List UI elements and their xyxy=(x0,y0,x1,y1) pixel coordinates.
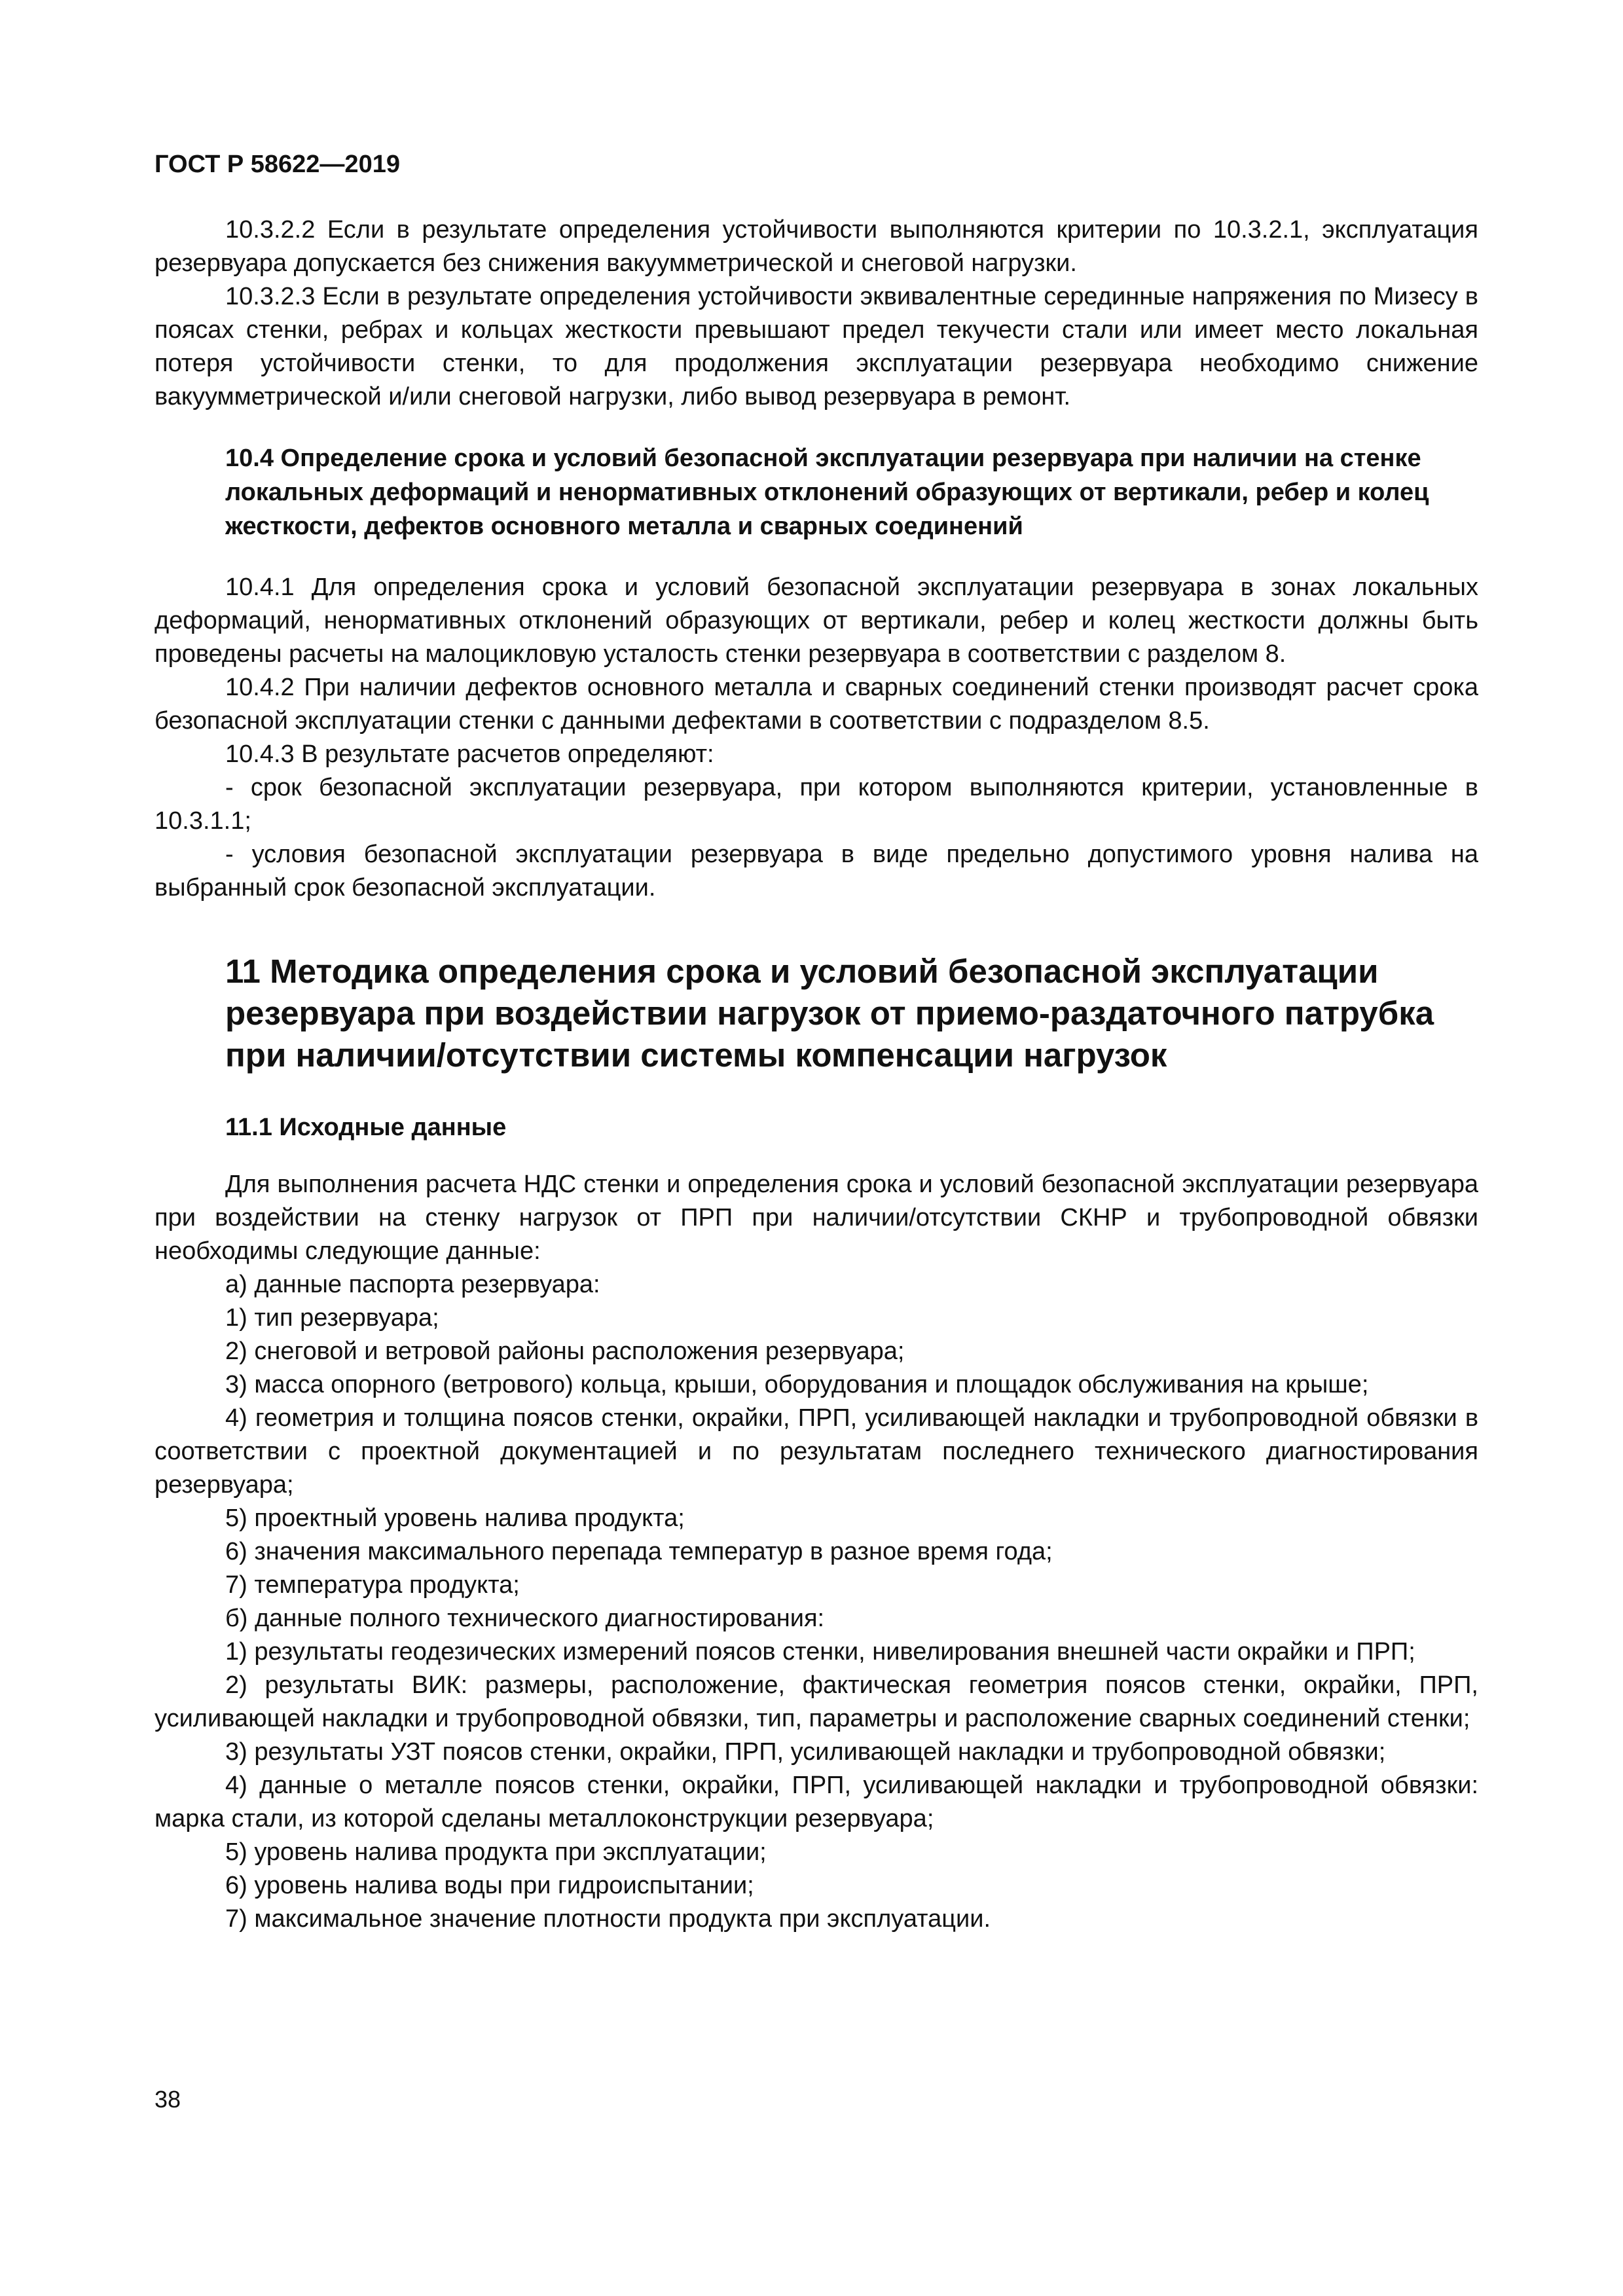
document-page xyxy=(155,149,1478,1936)
section-11-title: 11 Методика определения срока и условий безопасной эксплуатации резервуара при воздействии нагрузок от приемо-раздаточного патрубка при наличии/отсутствии системы компенсации нагрузок xyxy=(225,953,1434,1074)
list-item: 5) проектный уровень налива продукта; xyxy=(225,1504,685,1532)
list-item: 7) температура продукта; xyxy=(225,1571,520,1599)
list-item: 6) уровень налива воды при гидроиспытании; xyxy=(225,1872,754,1899)
page-number: 38 xyxy=(155,2086,181,2113)
paragraph-10-3-2-2: 10.3.2.2 Если в результате определения устойчивости выполняются критерии по 10.3.2.1, эксплуатация резервуара допускается без снижения вакуумметрической и снеговой нагрузки. xyxy=(155,216,1478,277)
paragraph-10-3-2-3: 10.3.2.3 Если в результате определения устойчивости эквивалентные серединные напряжения по Мизесу в поясах стенки, ребрах и кольцах жесткости превышают предел текучести стали или имеет место локальная потеря устойчивости стенки, то для продолжения эксплуатации резервуара необходимо снижение вакуумметрической и/или снеговой нагрузки, либо вывод резервуара в ремонт. xyxy=(155,283,1478,410)
list-item: 1) результаты геодезических измерений поясов стенки, нивелирования внешней части окрайки и ПРП; xyxy=(225,1638,1415,1666)
list-item: 1) тип резервуара; xyxy=(225,1304,439,1332)
list-item: 5) уровень налива продукта при эксплуатации; xyxy=(225,1838,767,1866)
section-11-1-intro: Для выполнения расчета НДС стенки и определения срока и условий безопасной эксплуатации резервуара при воздействии на стенку нагрузок от ПРП при наличии/отсутствии СКНР и трубопроводной обвязки необходимы следующие данные: xyxy=(155,1171,1478,1265)
list-item-conditions: - условия безопасной эксплуатации резервуара в виде предельно допустимого уровня налива на выбранный срок безопасной эксплуатации. xyxy=(155,841,1478,902)
subsection-11-1-title: 11.1 Исходные данные xyxy=(225,1114,507,1141)
paragraph-10-4-2: 10.4.2 При наличии дефектов основного металла и сварных соединений стенки производят расчет срока безопасной эксплуатации стенки с данными дефектами в соответствии с подразделом 8.5. xyxy=(155,674,1478,735)
group-a-label: а) данные паспорта резервуара: xyxy=(225,1271,600,1298)
paragraph-10-4-3: 10.4.3 В результате расчетов определяют: xyxy=(225,740,714,768)
list-item: 2) результаты ВИК: размеры, расположение, фактическая геометрия поясов стенки, окрайки, ПРП, усиливающей накладки и трубопроводной обвязки, тип, параметры и расположение сварных соединений стенки; xyxy=(155,1671,1478,1732)
list-item: 4) геометрия и толщина поясов стенки, окрайки, ПРП, усиливающей накладки и трубопроводной обвязки в соответствии с проектной документацией и по результатам последнего технического диагностирования резервуара; xyxy=(155,1404,1478,1499)
heading-10-4: 10.4 Определение срока и условий безопасной эксплуатации резервуара при наличии на стенке локальных деформаций и ненормативных отклонений образующих от вертикали, ребер и колец жесткости, дефектов основного металла и сварных соединений xyxy=(225,445,1429,540)
list-item: 3) масса опорного (ветрового) кольца, крыши, оборудования и площадок обслуживания на крыше; xyxy=(225,1371,1369,1398)
section-11-1-body xyxy=(155,1168,1478,1936)
list-item: 4) данные о металле поясов стенки, окрайки, ПРП, усиливающей накладки и трубопроводной обвязки: марка стали, из которой сделаны металлоконструкции резервуара; xyxy=(155,1772,1478,1832)
list-item: 6) значения максимального перепада температур в разное время года; xyxy=(225,1538,1053,1565)
list-item-term: - срок безопасной эксплуатации резервуара, при котором выполняются критерии, установленные в 10.3.1.1; xyxy=(155,774,1478,835)
intro-block xyxy=(155,213,1478,414)
paragraph-10-4-1: 10.4.1 Для определения срока и условий безопасной эксплуатации резервуара в зонах локальных деформаций, ненормативных отклонений образующих от вертикали, ребер и колец жесткости должны быть проведены расчеты на малоцикловую усталость стенки резервуара в соответствии с разделом 8. xyxy=(155,574,1478,668)
list-item: 2) снеговой и ветровой районы расположения резервуара; xyxy=(225,1338,905,1365)
group-b-label: б) данные полного технического диагностирования: xyxy=(225,1605,825,1632)
list-item: 3) результаты УЗТ поясов стенки, окрайки, ПРП, усиливающей накладки и трубопроводной обвязки; xyxy=(225,1738,1386,1766)
section-10-4-body xyxy=(155,571,1478,905)
document-header: ГОСТ Р 58622—2019 xyxy=(155,151,400,178)
list-item: 7) максимальное значение плотности продукта при эксплуатации. xyxy=(225,1905,991,1933)
